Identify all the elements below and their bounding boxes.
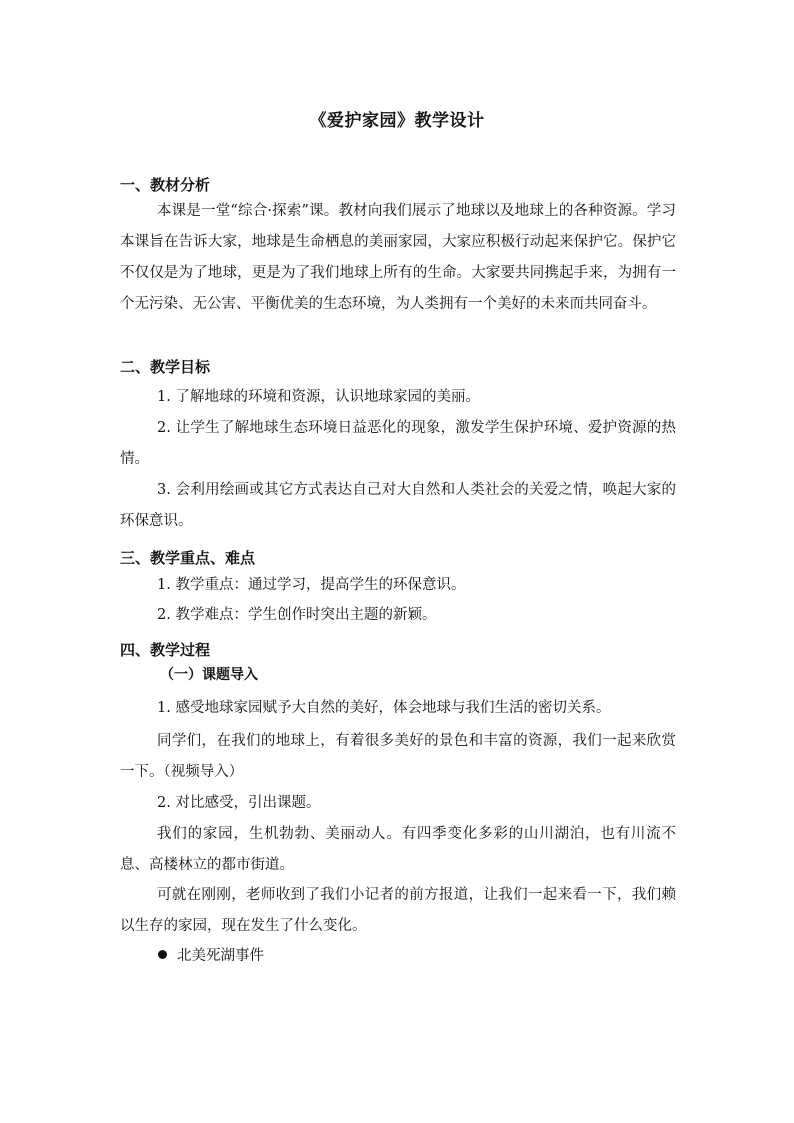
- section-heading-key-points: 三、教学重点、难点: [120, 549, 256, 567]
- paragraph-process-home: 我们的家园，生机勃勃、美丽动人。有四季变化多彩的山川湖泊，也有川流不息、高楼林立的都市街道。: [120, 826, 676, 873]
- paragraph-goal-2: 2. 让学生了解地球生态环境日益恶化的现象，激发学生保护环境、爱护资源的热情。: [120, 420, 676, 467]
- bullet-dot-icon: [158, 950, 167, 959]
- paragraph-materials-analysis: 本课是一堂“综合·探索”课。教材向我们展示了地球以及地球上的各种资源。学习本课旨在告诉大家，地球是生命栖息的美丽家园，大家应积极行动起来保护它。保护它不仅仅是为了地球，更是为了我们地球上所有的生命。大家要共同携起手来，为拥有一个无污染、无公害、平衡优美的生态环境，为人类拥有一个美好的未来而共同奋斗。: [120, 203, 676, 312]
- paragraph-goal-3: 3. 会利用绘画或其它方式表达自己对大自然和人类社会的关爱之情，唤起大家的环保意识。: [120, 482, 676, 529]
- paragraph-key-point: 1. 教学重点：通过学习，提高学生的环保意识。: [157, 577, 466, 593]
- paragraph-process-1: 1. 感受地球家园赋予大自然的美好，体会地球与我们生活的密切关系。: [157, 700, 611, 716]
- paragraph-difficulty: 2. 教学难点：学生创作时突出主题的新颖。: [157, 607, 437, 623]
- paragraph-process-report: 可就在刚刚，老师收到了我们小记者的前方报道，让我们一起来看一下，我们赖以生存的家园，现在发生了什么变化。: [120, 887, 676, 934]
- subheading-topic-introduction: （一）课题导入: [160, 667, 258, 683]
- bullet-item: [158, 944, 264, 968]
- section-heading-teaching-goals: 二、教学目标: [120, 358, 211, 376]
- paragraph-process-2: 2. 对比感受，引出课题。: [157, 795, 321, 811]
- paragraph-process-video: 同学们，在我们的地球上，有着很多美好的景色和丰富的资源，我们一起来欣赏一下。（视频导入）: [120, 733, 676, 780]
- section-heading-materials-analysis: 一、教材分析: [120, 176, 211, 194]
- section-heading-teaching-process: 四、教学过程: [120, 641, 211, 659]
- bullet-text: 北美死湖事件: [177, 948, 264, 964]
- document-title: 《爱护家园》教学设计: [309, 111, 485, 131]
- paragraph-goal-1: 1. 了解地球的环境和资源，认识地球家园的美丽。: [157, 389, 480, 405]
